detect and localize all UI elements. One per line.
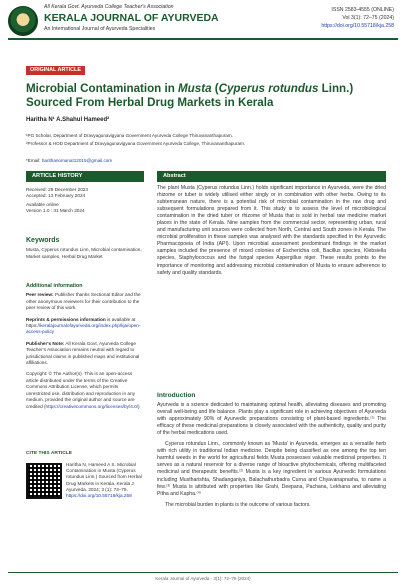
citation-text: Haritha N, Hameed A S. Microbial Contamination in Musta (Cyperus rotundus Linn.) Sourced from Herbal Drug Markets in Kerala. Kerala J Ayurveda. 2024; 3 (1): 72–75. https://doi.org/10.55718/kja.258 xyxy=(66,462,142,499)
abstract-bar xyxy=(157,171,386,182)
corresponding-email: *Email: harithanomanat12015@gmail.com xyxy=(26,158,113,163)
intro-paragraph-3: The microbial burden in plants is the outcome of various factors. xyxy=(165,501,311,508)
intro-paragraph-1: Ayurveda is a science dedicated to maintaining optimal health, alleviating diseases and promoting overall well-being and life balance. Plants play a significant role in achieving objectives of Ayurveda with approximately 90% of Ayurvedic preparations consisting of plant-based ingredients.⁽¹⁾ The efficacy of these medicinal preparations is closely associated with the authenticity, quality and purity of the herbal medications used. xyxy=(157,402,386,437)
keywords-block xyxy=(26,238,144,260)
introduction xyxy=(157,392,386,509)
affiliation-1: ¹PG Scholar, Department of Dravyagunavigyana Government Ayurveda College Thiruvananthapuram. xyxy=(26,133,233,138)
qr-code xyxy=(26,463,62,499)
introduction-heading: Introduction xyxy=(157,392,196,399)
article-type-badge: ORIGINAL ARTICLE xyxy=(26,66,85,75)
article-title: Microbial Contamination in Musta (Cyperus rotundus Linn.) Sourced From Herbal Drug Markets in Kerala xyxy=(26,82,354,109)
article-history-heading: ARTICLE HISTORY xyxy=(26,171,144,182)
open-access-link[interactable]: keralajournalofayurveda.org/index.php/kja/open-access-policy xyxy=(26,323,141,335)
abstract-text: The plant Musta (Cyperus rotundus Linn.) holds significant importance in Ayurveda, were the dried rhizome or tuber is widely utilised either singly or in combination with other herbs. Owing to its subterranean nature, there is a potential risk of microbial contamination in the raw drug and subsequent formulations prepared from it. This study is to assess the level of microbiological contamination in the dried tuber or rhizome of Musta that is sold in herbal raw medicine market places in the state of Kerala. Nine samples from the commercial sector, representing urban, rural and manufacturing unit sources were collected from North, Central and South zones in Kerala. The microbial proliferation in these samples was analysed with the standards specified in the Ayurvedic Pharmacopoeia of India (API). Upon microbial assessment predominant findings in the market samples included the presence of mixed colonies of Escherichia coli, Bacillus species, Klebsiella species, Staphylococcus and the fungal species Aspergillus niger. These results points to the importance of monitoring and addressing microbial contamination of Musta to ensure adherence to safety and quality standards. xyxy=(157,185,386,276)
email-link[interactable]: harithanomanat12015@gmail.com xyxy=(41,158,113,163)
cite-heading-wrap xyxy=(26,451,144,457)
footer-divider xyxy=(8,572,398,573)
association-name: All Kerala Govt. Ayurveda College Teacher's Association xyxy=(44,4,174,10)
issn-block xyxy=(321,6,394,30)
additional-info-heading: Additional information xyxy=(26,283,83,289)
citation-doi-link[interactable]: https://doi.org/10.55718/kja.258 xyxy=(66,493,132,499)
journal-name: KERALA JOURNAL OF AYURVEDA xyxy=(44,12,219,24)
journal-subtitle: An International Journal of Ayurveda Specialities xyxy=(44,26,156,32)
cite-heading: CITE THIS ARTICLE xyxy=(26,451,73,456)
article-history: Received: 29 December 2023 Accepted: 13 February 2024 Available online Version 1.0 : 31 March 2024 xyxy=(26,187,89,214)
additional-info: Additional information Peer review: Publisher thanks Sectional Editor and the other anonymous reviewers for their contribution to the peer review of this work. Reprints & permissions information is available at https://keralajournalofayurveda.org/index.php/kja/open-access-policy Publisher's Note: All Kerala Govt. Ayurveda College Teacher's Association remains neutral with regard to jurisdictional claims in published maps and institutional affiliations. Copyright: © The Author(s). This is an open-access article distributed under the terms of the Creative Commons Attribution License, which permits unrestricted use, distribution and reproduction in any medium, provided the original author and source are credited (https://creativecommons.org/licenses/by/4.0/) xyxy=(26,283,144,410)
keywords-heading: Keywords xyxy=(26,237,60,244)
affiliation-2: ²Professor & HOD Department of Dravyagunavigyana Government Ayurveda College, Thiruvananthapuram. xyxy=(26,141,246,146)
issn: ISSN 2583-4555 (ONLINE) xyxy=(331,7,394,13)
page-footer: Kerala Journal of Ayurveda ◦ 3(1): 72–75 (2024) xyxy=(155,576,251,581)
authors: Haritha N¹ A.Shahul Hameed² xyxy=(26,117,110,123)
keywords-text: Musta, Cyperus rotundus Linn, Microbial contamination, Market samples, Herbal Drug Market xyxy=(26,247,142,259)
journal-logo xyxy=(8,6,38,36)
intro-paragraph-2: Cyperus rotundus Linn., commonly known as 'Musta' in Ayurveda, emerges as a versatile herb with rich utility in traditional Indian medicine. Despite being classified as one among the top ten harmful weeds in the world for agricultural fields Musta possesses valuable medicinal properties. It serves as a natural reservoir for a diverse range of bioactive phytochemicals, offering multifaceted medicinal and therapeutic benefits.⁽²⁾ Musta is a key ingredient in various Ayurvedic formulations including Musthаrishta, Shadanganiya, Balachathurbadra Curna and Chyavanaprasha, to name a few.⁽³⁾ Musta is attributed with properties like Grahi, Deepana, Pachana, Lekhana and alleviating Pitha and Kapha.⁽⁴⁾ xyxy=(157,441,386,497)
doi-link[interactable]: https://doi.org/10.55718/kja.258 xyxy=(321,23,394,29)
volume: Vol 3(1): 72–75 (2024) xyxy=(342,15,394,21)
license-link[interactable]: https://creativecommons.org/licenses/by/4.0/ xyxy=(45,403,139,409)
abstract-heading: Abstract xyxy=(163,173,186,179)
journal-header xyxy=(0,0,406,58)
header-divider xyxy=(8,38,398,40)
